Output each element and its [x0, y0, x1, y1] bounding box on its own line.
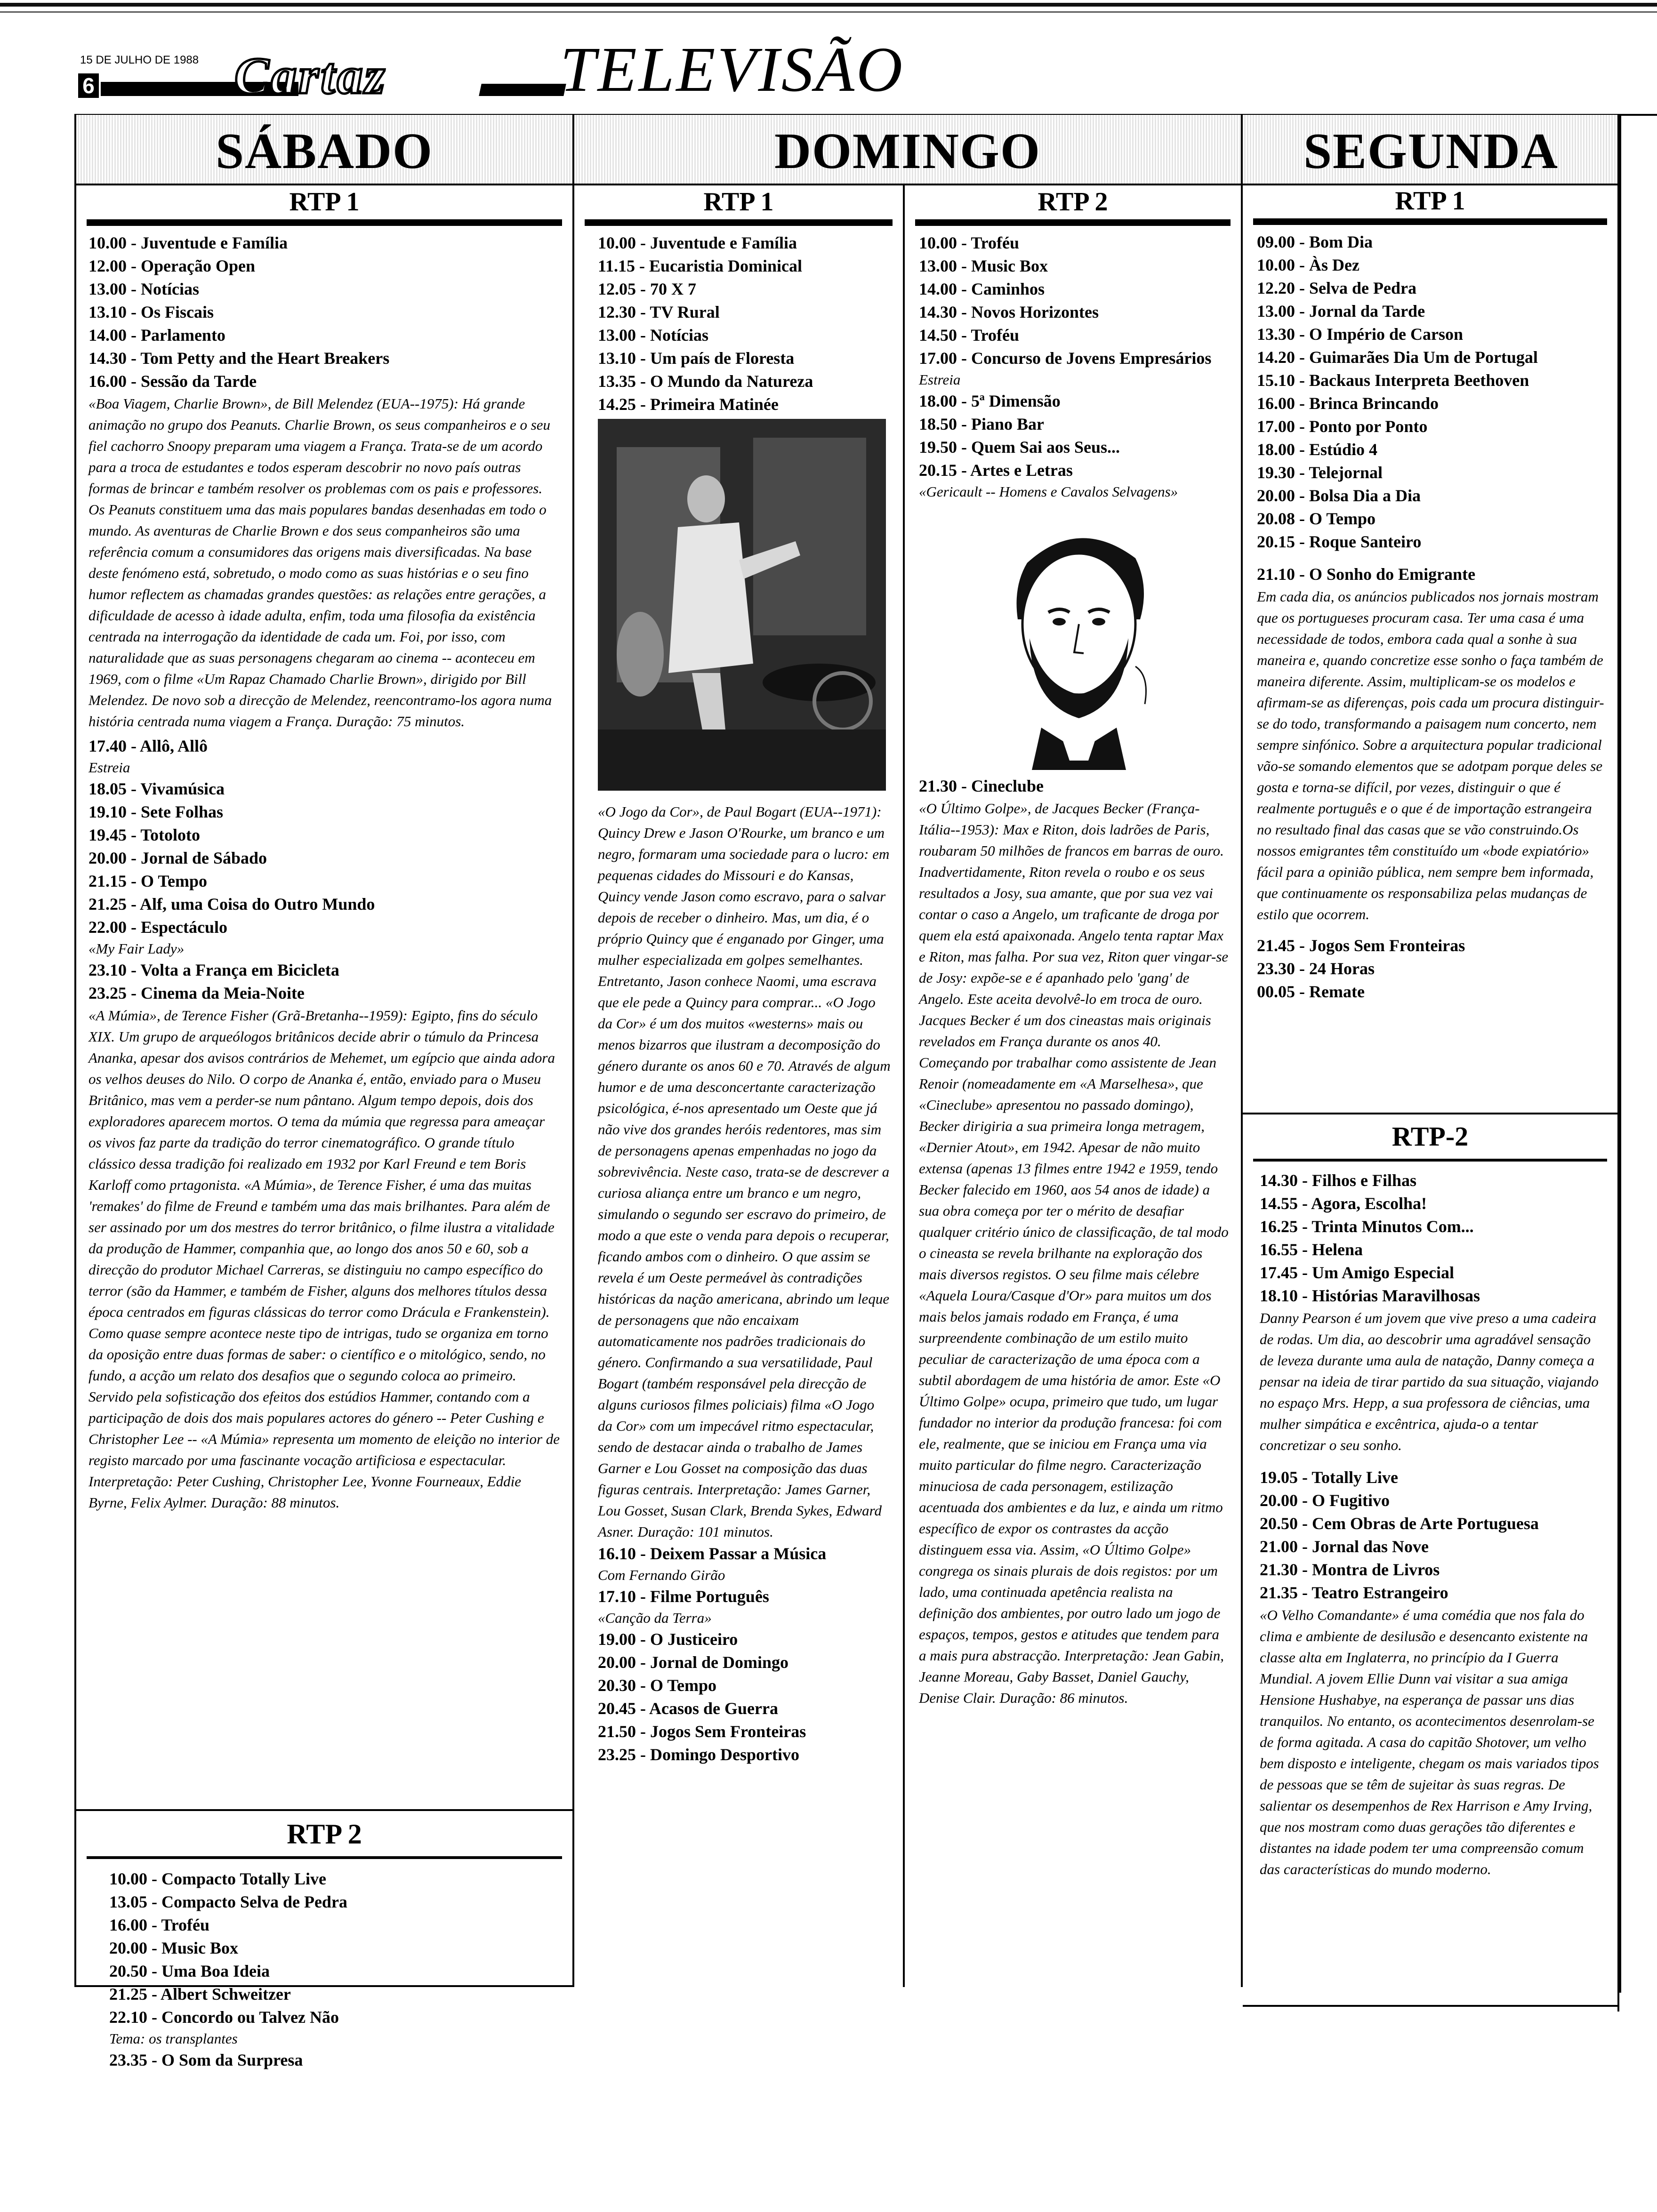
- domingo-rtp1: [574, 185, 903, 1766]
- program-item: 20.08 - O Tempo: [1257, 509, 1376, 528]
- program-item: 23.25 - Domingo Desportivo: [598, 1745, 799, 1764]
- program-note: «Canção da Terra»: [598, 1610, 712, 1626]
- column-segunda: [1243, 115, 1619, 2016]
- sabado-rtp2: [76, 1809, 572, 2072]
- channel-label: RTP-2: [1392, 1121, 1469, 1152]
- day-header-segunda: [1243, 115, 1619, 185]
- program-item: 12.00 - Operação Open: [88, 256, 255, 275]
- schedule-block: [1243, 231, 1617, 1003]
- program-item: 10.00 - Compacto Totally Live: [109, 1869, 327, 1888]
- program-item: 13.00 - Notícias: [598, 326, 708, 345]
- program-item: 18.05 - Vivamúsica: [88, 779, 225, 798]
- program-item: 20.50 - Cem Obras de Arte Portuguesa: [1260, 1514, 1539, 1533]
- program-list: [109, 1867, 560, 2029]
- program-description: «O Último Golpe», de Jacques Becker (França-Itália--1953): Max e Riton, dois ladrões de Paris, roubaram 50 milhões de francos em barras de ouro. Inadvertidamente, Riton revela o roubo e os seus resultados a Josy, sua amante, que por sua vez vai contar o caso a Angelo, um traficante de droga por quem ela está apaixonada. Angelo tenta raptar Max e Riton, mas falha. Por sua vez, Riton quer vingar-se de Josy: expõe-se e é apanhado pelo 'gang' de Angelo. Este aceita devolvê-lo em troca de ouro. Jacques Becker é um dos cineastas mais originais revelados em França durante os anos 40. Começando por trabalhar como assistente de Jean Renoir (nomeadamente em «A Marselhesa», que «Cineclube» apresentou no passado domingo), Becker dirigiria a sua primeira longa metragem, «Dernier Atout», em 1942. Apesar de não muito extensa (apenas 13 filmes entre 1942 e 1959, tendo Becker falecido em 1960, aos 54 anos de idade) a sua obra começa por ter o mérito de desafiar qualquer critério único de classificação, de tal modo o cineasta se revela brilhante na exploração dos mais diversos registos. O seu filme mais célebre «Aquela Loura/Casque d'Or» para muitos um dos mais belos jamais rodado em França, é uma surpreendente combinação de um estilo muito peculiar de caracterização de uma época com a subtil abordagem de uma história de amor. Este «O Último Golpe» ocupa, primeiro que tudo, um lugar fundador no interior da produção francesa: foi com ele, realmente, que se iniciou em França uma via muito particular do filme negro. Caracterização minuciosa de cada personagem, estilização acentuada dos ambientes e da luz, e ainda um ritmo específico de expor os contrastes da acção distinguem essa via. Assim, «O Último Golpe» congrega os sinais plurais de dois registos: por um lado, uma continuada apetência realista na definição dos ambientes, por outro lado um jogo de espaços, tempos, gestos e atitudes que tendem para a mais pura abstracção. Interpretação: Jean Gabin, Jeanne Moreau, Gaby Basset, Daniel Gauchy, Denise Clair. Duração: 86 minutos.: [919, 800, 1229, 1706]
- section-title: TELEVISÃO: [560, 34, 905, 105]
- program-item: 14.00 - Parlamento: [88, 326, 225, 345]
- channel-label: RTP 1: [703, 187, 774, 216]
- program-item: 10.00 - Juventude e Família: [598, 233, 797, 252]
- day-header-domingo: [574, 115, 1241, 185]
- schedule-block: [76, 1867, 572, 2072]
- channel-rule: [585, 219, 893, 226]
- segunda-rtp2: [1243, 1113, 1617, 2007]
- program-item: 14.30 - Tom Petty and the Heart Breakers: [88, 349, 390, 368]
- program-item: 14.00 - Caminhos: [919, 280, 1045, 298]
- program-item: 19.05 - Totally Live: [1260, 1468, 1399, 1487]
- channel-rule: [915, 219, 1231, 226]
- program-list: [1257, 934, 1605, 1003]
- program-item: 17.10 - Filme Português: [598, 1587, 769, 1606]
- schedule-block: [76, 232, 572, 1513]
- program-item: 12.20 - Selva de Pedra: [1257, 279, 1416, 297]
- program-item: 16.00 - Brinca Brincando: [1257, 394, 1439, 413]
- program-item: 10.00 - Juventude e Família: [88, 233, 288, 252]
- segunda-rtp1: [1243, 185, 1617, 1003]
- program-item: 20.00 - O Fugitivo: [1260, 1491, 1390, 1510]
- program-item: 13.00 - Music Box: [919, 256, 1048, 275]
- program-item: 22.10 - Concordo ou Talvez Não: [109, 2008, 339, 2027]
- program-item: 21.30 - Cineclube: [919, 777, 1044, 795]
- page-number: 6: [78, 73, 99, 98]
- program-item: 20.15 - Artes e Letras: [919, 461, 1073, 480]
- program-item: 19.10 - Sete Folhas: [88, 802, 223, 821]
- program-item: 17.45 - Um Amigo Especial: [1260, 1263, 1454, 1282]
- program-list: [1260, 1466, 1605, 1604]
- program-item: 20.45 - Acasos de Guerra: [598, 1699, 778, 1718]
- program-item: 13.05 - Compacto Selva de Pedra: [109, 1892, 347, 1911]
- program-description: Danny Pearson é um jovem que vive preso a uma cadeira de rodas. Um dia, ao descobrir uma agradável sensação de leveza durante uma aula de natação, Danny começa a pensar na ideia de tirar partido da sua situação, viajando no espaço Mrs. Hepp, a sua professora de ciências, uma mulher simpática e excêntrica, ajuda-o a tentar concretizar o seu sonho.: [1260, 1310, 1599, 1453]
- program-item: 20.00 - Jornal de Sábado: [88, 849, 267, 867]
- channel-rule: [87, 1856, 562, 1859]
- program-item: 14.50 - Troféu: [919, 326, 1019, 345]
- program-item: 17.40 - Allô, Allô: [88, 737, 208, 755]
- program-item: 12.30 - TV Rural: [598, 303, 720, 321]
- program-item: 10.00 - Troféu: [919, 233, 1019, 252]
- day-title-segunda: SEGUNDA: [1303, 123, 1559, 179]
- program-item: 19.50 - Quem Sai aos Seus...: [919, 438, 1120, 457]
- program-list: [919, 390, 1229, 482]
- domingo-rtp2: [905, 185, 1241, 1708]
- program-item: 21.35 - Teatro Estrangeiro: [1260, 1583, 1448, 1602]
- program-item: 21.00 - Jornal das Nove: [1260, 1537, 1429, 1556]
- program-item: 18.00 - 5ª Dimensão: [919, 392, 1061, 410]
- program-item: 21.30 - Montra de Livros: [1260, 1560, 1440, 1579]
- top-rule-thin: [0, 11, 1657, 13]
- program-item: 13.30 - O Império de Carson: [1257, 325, 1463, 344]
- program-item: 17.00 - Ponto por Ponto: [1257, 417, 1428, 436]
- program-item: 23.25 - Cinema da Meia-Noite: [88, 984, 305, 1002]
- schedule-block: [1243, 1169, 1617, 1880]
- program-item: 13.00 - Jornal da Tarde: [1257, 302, 1425, 321]
- program-item: 17.00 - Concurso de Jovens Empresários: [919, 349, 1212, 368]
- program-description: «O Jogo da Cor», de Paul Bogart (EUA--1971): Quincy Drew e Jason O'Rourke, um branco e um negro, formaram uma sociedade para o lucro: em pequenas cidades do Missouri e do Kansas, Quincy vende Jason como escravo, para o salvar depois de receber o dinheiro. Mas, um dia, é o próprio Quincy que é enganado por Ginger, uma mulher especializada em golpes semelhantes. Entretanto, Jason conhece Naomi, uma escrava que ele pede a Quincy para comprar... «O Jogo da Cor» é um dos muitos «westerns» mais ou menos bizarros que ilustram a decomposição do género durante os anos 60 e 70. Através de algum humor e de uma desconcertante caracterização psicológica, é-nos apresentado um Oeste que já não vive dos grandes heróis redentores, mas sim de personagens apenas empenhadas no jogo da sobrevivência. Neste caso, trata-se de descrever a curiosa aliança entre um branco e um negro, simulando o segundo ser escravo do primeiro, de modo a que este o venda para depois o recuperar, ficando ambos com o dinheiro. O que assim se revela é um Oeste permeável às contradições históricas da nação americana, abrindo um leque de personagens que não encaixam automaticamente nos padrões tradicionais do género. Confirmando a sua versatilidade, Paul Bogart (também responsável pela direcção de alguns curiosos filmes policiais) filma «O Jogo da Cor» com um impecável ritmo espectacular, sendo de destacar ainda o trabalho de James Garner e Lou Gosset na composição das duas figuras centrais. Interpretação: James Garner, Lou Gosset, Susan Clark, Brenda Sykes, Edward Asner. Duração: 101 minutos.: [598, 803, 891, 1540]
- program-list: [598, 232, 891, 416]
- program-list: [598, 1628, 891, 1766]
- program-item: 16.10 - Deixem Passar a Música: [598, 1544, 827, 1563]
- channel-label: RTP 2: [287, 1819, 362, 1850]
- program-item: 09.00 - Bom Dia: [1257, 232, 1373, 251]
- program-item: 20.00 - Music Box: [109, 1939, 238, 1957]
- program-item: 21.10 - O Sonho do Emigrante: [1257, 565, 1476, 584]
- sabado-rtp1: [76, 185, 572, 1513]
- program-item: 20.30 - O Tempo: [598, 1676, 717, 1695]
- program-item: 10.00 - Às Dez: [1257, 256, 1359, 274]
- program-item: 13.35 - O Mundo da Natureza: [598, 372, 813, 391]
- program-item: 20.50 - Uma Boa Ideia: [109, 1962, 270, 1980]
- program-item: 14.30 - Filhos e Filhas: [1260, 1171, 1417, 1190]
- channel-rule: [87, 219, 562, 226]
- channel-rule: [1253, 1159, 1607, 1162]
- program-item: 14.25 - Primeira Matinée: [598, 395, 779, 414]
- day-title-sabado: SÁBADO: [215, 123, 434, 179]
- brand-logo: Cartaz: [234, 47, 387, 104]
- program-item: 21.25 - Albert Schweitzer: [109, 1985, 291, 2004]
- channel-label: RTP 1: [289, 187, 360, 216]
- column-domingo: [574, 115, 1243, 1987]
- column-sabado: [74, 115, 574, 2069]
- program-list: [1260, 1169, 1605, 1307]
- portrait-illustration: [947, 506, 1211, 770]
- program-description: «Boa Viagem, Charlie Brown», de Bill Melendez (EUA--1975): Há grande animação no grupo dos Peanuts. Charlie Brown, os seus companheiros e o seu fiel cachorro Snoopy preparam uma viagem a França. Trata-se de um acordo para a troca de estudantes e todos esperam descobrir no novo país outras formas de brincar e também resolver os problemas com os pais e professores. Os Peanuts constituem uma das mais populares bandas desenhadas em todo o mundo. As aventuras de Charlie Brown e dos seus companheiros são uma referência comum a consumidores das origens mais diversificadas. Na base deste fenómeno está, sobretudo, o modo como as suas histórias e o seu fino humor reflectem as chamadas grandes questões: as relações entre gerações, a dificuldade de acesso à idade adulta, enfim, toda uma filosofia da existência centrada na interrogação da identidade de cada um. Foi, por isso, com naturalidade que as suas personagens chegaram ao cinema -- aconteceu em 1969, com o filme «Um Rapaz Chamado Charlie Brown», dirigido por Bill Melendez. De novo sob a direcção de Melendez, reencontramo-los agora numa história centrada numa viagem a França. Duração: 75 minutos.: [88, 395, 552, 729]
- program-item: 23.35 - O Som da Surpresa: [109, 2051, 303, 2069]
- program-description: «A Múmia», de Terence Fisher (Grã-Bretanha--1959): Egipto, fins do século XIX. Um grupo de arqueólogos britânicos decide abrir o túmulo da Princesa Ananka, apesar dos avisos contrários de Mehemet, um egípcio que ainda adora os velhos deuses do Nilo. O corpo de Ananka é, então, enviado para o Museu Britânico, mas vem a perder-se num pântano. Algum tempo depois, dois dos exploradores aparecem mortos. O tema da múmia que regressa para ameaçar os vivos faz parte da tradição do terror cinematográfico. O grande título clássico dessa tradição foi realizado em 1932 por Karl Freund e tem Boris Karloff como prtagonista. «A Múmia», de Terence Fisher, é uma das muitas 'remakes' do filme de Freund e também uma das mais brilhantes. Para além de ser assinado por um dos mestres do terror britânico, o filme ilustra a vitalidade da produção de Hammer, companhia que, ao longo dos anos 50 e 60, sob a direcção do produtor Michael Carreras, se distinguiu no campo específico do terror (são da Hammer, e também de Fisher, alguns dos melhores títulos dessa época centrados em figuras clássicas do terror como Drácula e Frankenstein). Como quase sempre acontece neste tipo de intrigas, tudo se organiza em torno da oposição entre duas formas de saber: o científico e o mitológico, sendo, no fundo, a acção um relato dos desafios que o segundo coloca ao primeiro. Servido pela sofisticação dos efeitos dos estúdios Hammer, contando com a participação de dois dos mais populares actores do género -- Peter Cushing e Christopher Lee -- «A Múmia» representa um momento de eleição no interior de registo marcado por uma fascinante vocação artificiosa e espectacular. Interpretação: Peter Cushing, Christopher Lee, Yvonne Fourneaux, Eddie Byrne, Felix Aylmer. Duração: 88 minutos.: [88, 1007, 560, 1511]
- program-item: 22.00 - Espectáculo: [88, 918, 227, 937]
- program-note: Estreia: [88, 759, 130, 776]
- program-item: 12.05 - 70 X 7: [598, 280, 696, 298]
- program-item: 13.00 - Notícias: [88, 280, 199, 298]
- program-description: Em cada dia, os anúncios publicados nos jornais mostram que os portugueses procuram casa. Ter uma casa é uma necessidade de todos, embora cada qual a sonhe à sua maneira e, quando concretize esse sonho o faça também de maneira diferente. Assim, multiplicam-se os modelos e afirmam-se as diferenças, pois cada um procura distinguir-se do todo, transformando a paisagem num concerto, nem sempre sinfónico. Sobre a arquitectura popular tradicional vão-se somando elementos que se adotpam porque deles se gosta e torna-se difícil, por vezes, distinguir o que é realmente português e o que é de importação estrangeira no resultado final das casas que se vão construindo.Os nossos emigrantes têm constituído um «bode expiatório» fácil para a opinião pública, nem sempre bem informada, que continuamente os responsabiliza pelas mudanças de estilo que ocorrem.: [1257, 588, 1604, 922]
- day-title-domingo: DOMINGO: [774, 123, 1041, 179]
- program-item: 14.55 - Agora, Escolha!: [1260, 1194, 1427, 1213]
- movie-still-photo: [598, 419, 886, 791]
- top-rule: [0, 3, 1657, 7]
- program-item: 15.10 - Backaus Interpreta Beethoven: [1257, 371, 1529, 390]
- program-item: 16.00 - Sessão da Tarde: [88, 372, 257, 391]
- program-item: 21.50 - Jogos Sem Fronteiras: [598, 1722, 806, 1741]
- masthead: [75, 33, 923, 113]
- program-list: [88, 232, 560, 393]
- program-item: 18.00 - Estúdio 4: [1257, 440, 1378, 459]
- program-item: 20.00 - Jornal de Domingo: [598, 1653, 788, 1672]
- program-item: 16.55 - Helena: [1260, 1240, 1363, 1259]
- program-item: 18.50 - Piano Bar: [919, 415, 1044, 433]
- program-description: «O Velho Comandante» é uma comédia que nos fala do clima e ambiente de desilusão e desencanto existente na classe alta em Inglaterra, no princípio da I Guerra Mundial. A jovem Ellie Dunn vai visitar a sua amiga Hensione Hushabye, na esperança de passar uns dias tranquilos. No entanto, os acontecimentos desenrolam-se de forma agitada. A casa do capitão Shotover, um velho bem disposto e inteligente, chegam os mais variados tipos de pessoas que se têm de sujeitar às suas regras. De salientar os desempenhos de Rex Harrison e Amy Irving, que nos mostram como duas gerações tão diferentes e distantes na idade podem ter uma compreensão comum das características do mundo moderno.: [1260, 1607, 1599, 1877]
- schedule-block: [905, 232, 1241, 1708]
- program-list: [88, 959, 560, 1005]
- program-note: Com Fernando Girão: [598, 1567, 725, 1583]
- program-item: 20.15 - Roque Santeiro: [1257, 532, 1422, 551]
- program-list: [1257, 231, 1605, 553]
- program-item: 19.00 - O Justiceiro: [598, 1630, 738, 1649]
- program-list: [88, 777, 560, 939]
- program-item: 23.10 - Volta a França em Bicicleta: [88, 961, 339, 979]
- program-list: [919, 232, 1229, 370]
- channel-rule: [1253, 218, 1607, 225]
- program-item: 16.25 - Trinta Minutos Com...: [1260, 1217, 1474, 1236]
- program-item: 20.00 - Bolsa Dia a Dia: [1257, 486, 1421, 505]
- program-item: 00.05 - Remate: [1257, 982, 1365, 1001]
- program-item: 23.30 - 24 Horas: [1257, 959, 1375, 978]
- day-header-sabado: [76, 115, 572, 185]
- program-item: 13.10 - Um país de Floresta: [598, 349, 795, 368]
- program-note: «My Fair Lady»: [88, 940, 185, 957]
- channel-label: RTP 2: [1038, 187, 1108, 216]
- program-item: 16.00 - Troféu: [109, 1915, 209, 1934]
- program-item: 19.45 - Totoloto: [88, 825, 201, 844]
- program-note: «Gericault -- Homens e Cavalos Selvagens»: [919, 483, 1178, 500]
- program-note: Estreia: [919, 371, 961, 388]
- schedule-block: [574, 232, 903, 1766]
- program-item: 11.15 - Eucaristia Dominical: [598, 256, 802, 275]
- issue-date: 15 DE JULHO DE 1988: [80, 54, 199, 66]
- program-item: 21.25 - Alf, uma Coisa do Outro Mundo: [88, 895, 375, 914]
- program-item: 13.10 - Os Fiscais: [88, 303, 214, 321]
- program-item: 19.30 - Telejornal: [1257, 463, 1383, 482]
- program-item: 21.45 - Jogos Sem Fronteiras: [1257, 936, 1465, 955]
- masthead-bar-right: [479, 84, 566, 96]
- program-note: Tema: os transplantes: [109, 2030, 238, 2047]
- program-item: 21.15 - O Tempo: [88, 872, 208, 890]
- program-item: 18.10 - Histórias Maravilhosas: [1260, 1286, 1480, 1305]
- adjacent-page-edge: [1619, 115, 1657, 1993]
- program-item: 14.30 - Novos Horizontes: [919, 303, 1099, 321]
- program-item: 14.20 - Guimarães Dia Um de Portugal: [1257, 348, 1538, 367]
- channel-label: RTP 1: [1395, 186, 1465, 216]
